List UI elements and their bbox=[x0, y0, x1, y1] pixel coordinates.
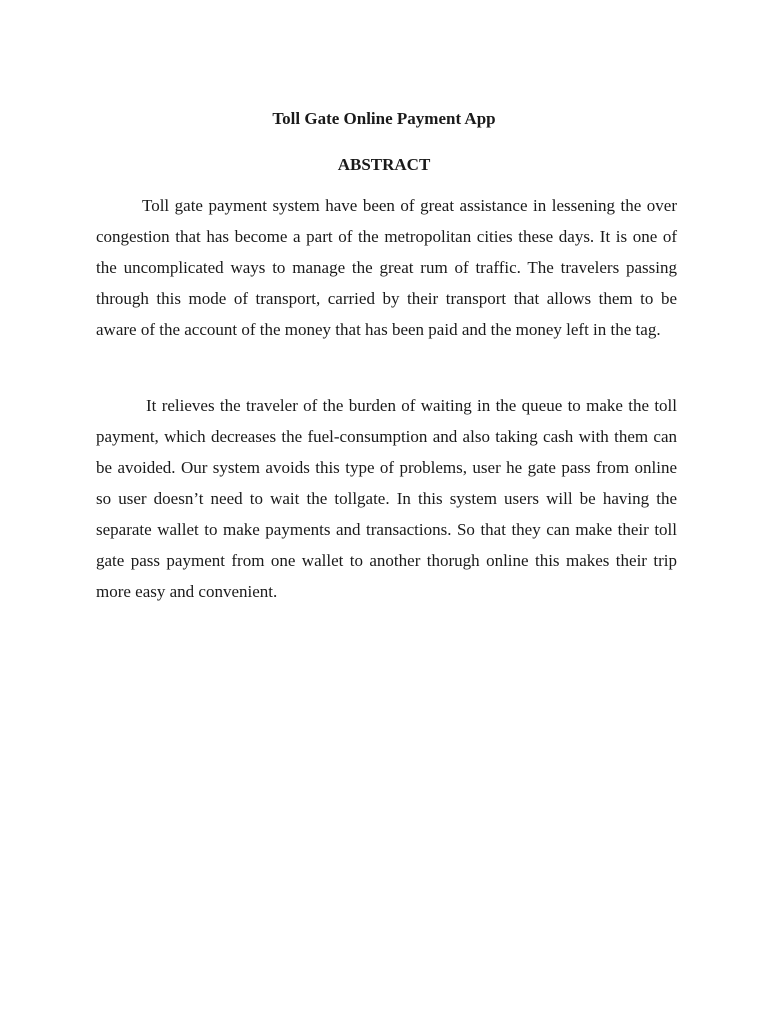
section-heading-abstract: ABSTRACT bbox=[337, 155, 431, 174]
abstract-paragraph-1: Toll gate payment system have been of great assistance in lessening the over congestion that has become a part of the metropolitan cities these days. It is one of the uncomplicated ways to manage the great rum of traffic. The travelers passing through this mode of transport, carried by their transport that allows them to be aware of the account of the money that has been paid and the money left in the tag. bbox=[96, 196, 677, 339]
abstract-paragraph-2: It relieves the traveler of the burden of waiting in the queue to make the toll payment, which decreases the fuel-consumption and also taking cash with them can be avoided. Our system avoids this type of problems, user he gate pass from online so user doesn’t need to wait the tollgate. In this system users will be having the separate wallet to make payments and transactions. So that they can make their toll gate pass payment from one wallet to another thorugh online this makes their trip more easy and convenient. bbox=[96, 396, 677, 601]
document-title: Toll Gate Online Payment App bbox=[272, 109, 496, 128]
